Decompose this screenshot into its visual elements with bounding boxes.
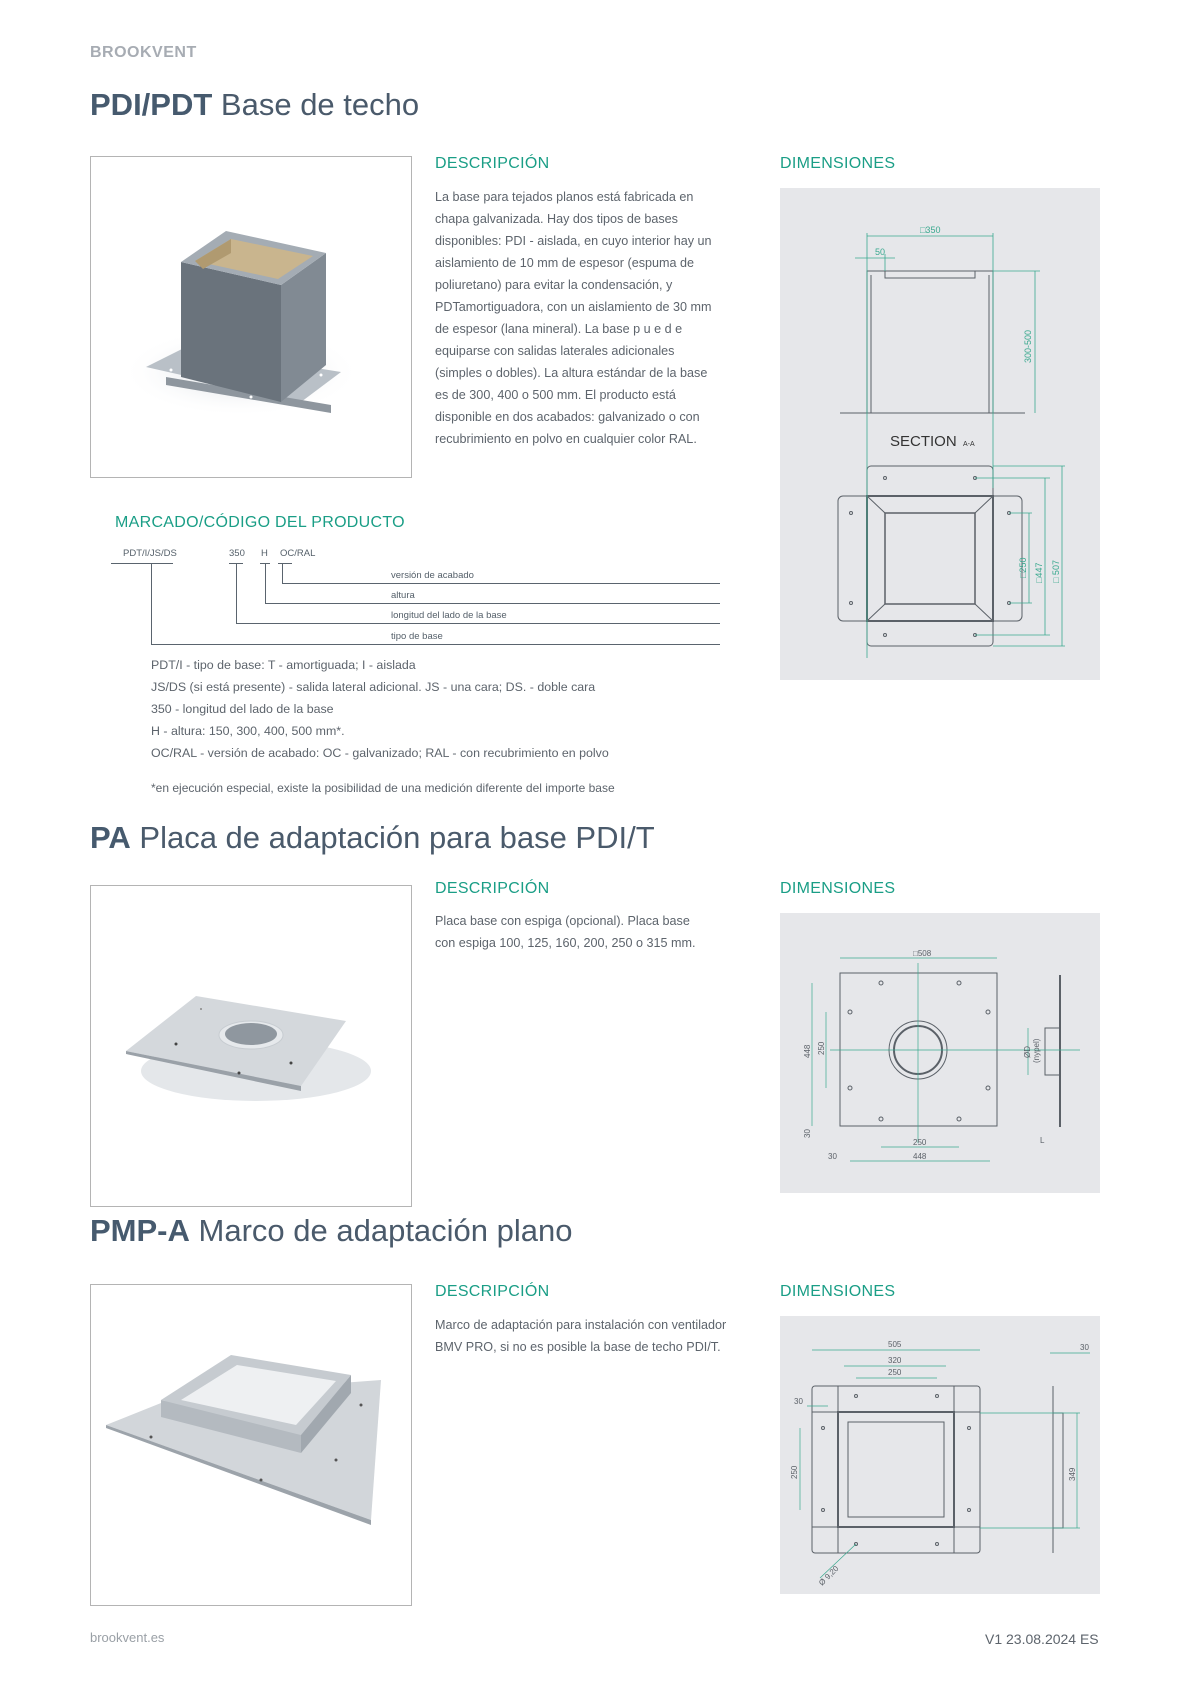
dim-diameter-note: (nypel) [1032,1038,1041,1063]
dim-side-margin: 30 [794,1397,803,1406]
dim-profile-width: 30 [1080,1343,1089,1352]
code-part-type: PDT/I/JS/DS [123,548,177,559]
dim-left-outer: 448 [803,1044,812,1058]
code-part-size: 350 [229,548,245,559]
dim-d1: □250 [1018,557,1028,578]
description-text: Placa base con espiga (opcional). Placa base con espiga 100, 125, 160, 200, 250 o 315 mm. [435,914,696,950]
dim-margin-x: 30 [828,1152,837,1161]
code-part-height: H [261,548,268,559]
product-image-pmp-a [90,1284,412,1606]
adapter-plate-render-icon [91,886,411,1206]
footnote: *en ejecución especial, existe la posibilidad de una medición diferente del importe base [151,781,615,795]
dim-outer: 505 [888,1340,902,1349]
code-part-finish: OC/RAL [280,548,316,559]
dimensions-heading: DIMENSIONES [780,155,896,172]
product-name: Base de techo [220,87,420,122]
product-image-pa [90,885,412,1207]
dim-d2: □447 [1034,562,1044,583]
dim-inner: 250 [888,1368,902,1377]
marking-legend: PDT/I - tipo de base: T - amortiguada; I - aislada JS/DS (si está presente) - salida lateral adicional. JS - una cara; DS. - doble cara 350 - longitud del lado de la base H - altura: 150, 300, 400, 500 mm*. OC/RAL - versión de acabado: OC - galvanizado; RAL - con recubrimiento en polvo [151,658,609,760]
technical-drawing-icon [780,913,1100,1193]
dim-bottom-outer: 448 [913,1152,927,1161]
brand-logo: BROOKVENT [90,44,197,61]
dimensions-drawing-pa [780,913,1100,1193]
dim-top: □508 [913,949,932,958]
section-label: SECTION [890,433,957,450]
product-code: PDI/PDT [90,87,213,122]
description-text: Marco de adaptación para instalación con ventilador BMV PRO, si no es posible la base de techo PDI/T. [435,1318,727,1354]
product-code: PA [90,820,131,855]
dim-bottom-inner: 250 [913,1138,927,1147]
section-title-pa [90,820,655,856]
dim-d3: □ 507 [1051,560,1061,583]
product-code: PMP-A [90,1213,190,1248]
dim-left-span: 250 [790,1465,799,1479]
product-name: Placa de adaptación para base PDI/T [139,820,655,855]
dim-margin-y: 30 [803,1129,812,1138]
product-name: Marco de adaptación plano [198,1213,573,1248]
dim-left-inner: 250 [817,1041,826,1055]
marking-heading: MARCADO/CÓDIGO DEL PRODUCTO [115,514,405,531]
description-heading: DESCRIPCIÓN [435,880,550,897]
callout-type: tipo de base [391,631,443,642]
dimensions-heading: DIMENSIONES [780,880,896,897]
section-suffix: A-A [963,441,975,448]
dim-mid: 320 [888,1356,902,1365]
section-title-pmp-a [90,1213,573,1249]
dimensions-drawing-pmp-a [780,1316,1100,1594]
roof-base-render-icon [91,157,411,477]
dimensions-heading: DIMENSIONES [780,1283,896,1300]
technical-drawing-icon [780,188,1100,680]
dim-hole: Ø 9,20 [817,1564,841,1588]
callout-finish: versión de acabado [391,570,474,581]
description-text: La base para tejados planos está fabricada en chapa galvanizada. Hay dos tipos de bases disponibles: PDI - aislada, en cuyo interior hay un aislamiento de 10 mm de espesor (espuma de poliuretano) para evitar la condensación, y PDTamortiguadora, con un aislamiento de 30 mm de espesor (lana mineral). La base p u e d e equiparse con salidas laterales adicionales (simples o dobles). La altura estándar de la base es de 300, 400 o 500 mm. El producto está disponible en dos acabados: galvanizado o con recubrimiento en polvo en cualquier color RAL. [435,190,712,446]
technical-drawing-icon [780,1316,1100,1594]
dimensions-drawing-pdi-pdt [780,188,1100,680]
section-title-pdi-pdt [90,87,419,123]
description-heading: DESCRIPCIÓN [435,1283,550,1300]
footer-website[interactable]: brookvent.es [90,1630,165,1645]
dim-length: L [1040,1136,1045,1145]
adapter-frame-render-icon [91,1285,411,1605]
dim-height: 300-500 [1023,329,1033,363]
dim-width: □350 [920,225,941,235]
description-heading: DESCRIPCIÓN [435,155,550,172]
dim-diameter: ØD [1023,1046,1032,1058]
callout-height: altura [391,590,415,601]
footer-version: V1 23.08.2024 ES [985,1631,1099,1647]
product-code-diagram [110,548,720,653]
product-image-pdi-pdt [90,156,412,478]
callout-length: longitud del lado de la base [391,610,507,621]
dim-profile-height: 349 [1068,1467,1077,1481]
dim-offset: 50 [875,247,886,257]
